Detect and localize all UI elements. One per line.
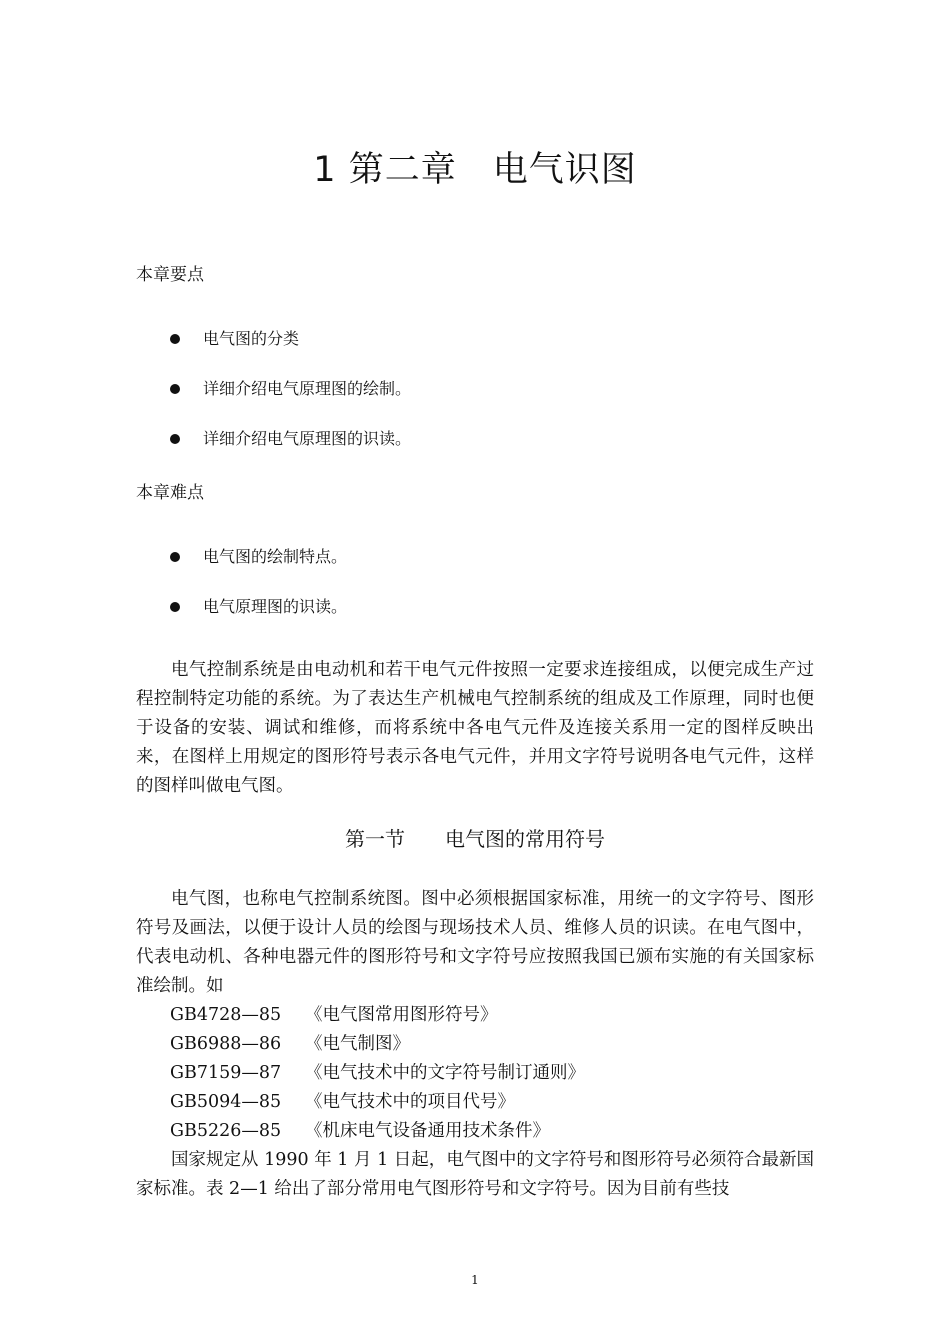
key-point-item (170, 327, 299, 351)
standard-row (170, 1030, 410, 1059)
standard-title: 《电气图常用图形符号》 (305, 1005, 498, 1025)
bullet-dot-icon (170, 602, 180, 612)
key-point-text: 详细介绍电气原理图的识读。 (203, 429, 412, 448)
bullet-dot-icon (170, 334, 180, 344)
key-point-item (170, 377, 411, 401)
key-point-text: 详细介绍电气原理图的绘制。 (203, 379, 412, 398)
standard-title: 《电气技术中的项目代号》 (305, 1092, 515, 1112)
standard-row (170, 1059, 585, 1088)
section-title: 第一节 电气图的常用符号 (345, 827, 605, 851)
standard-code: GB7159—87 (170, 1063, 282, 1083)
bullet-dot-icon (170, 384, 180, 394)
difficult-point-text: 电气原理图的识读。 (203, 597, 348, 616)
standard-title: 《机床电气设备通用技术条件》 (305, 1121, 550, 1141)
intro-paragraph: 电气控制系统是由电动机和若干电气元件按照一定要求连接组成，以便完成生产过程控制特定功能的系统。为了表达生产机械电气控制系统的组成及工作原理，同时也便于设备的安装、调试和维修，而将系统中各电气元件及连接关系用一定的图样反映出来，在图样上用规定的图形符号表示各电气元件，并用文字符号说明各电气元件，这样的图样叫做电气图。 (136, 660, 814, 796)
standard-code: GB5094—85 (170, 1092, 282, 1112)
standard-title: 《电气技术中的文字符号制订通则》 (305, 1063, 585, 1083)
standard-code: GB5226—85 (170, 1121, 282, 1141)
difficult-points-heading: 本章难点 (136, 483, 204, 503)
difficult-point-item (170, 595, 347, 619)
bullet-dot-icon (170, 434, 180, 444)
page-number: 1 (471, 1273, 479, 1287)
section-paragraph: 电气图，也称电气控制系统图。图中必须根据国家标准，用统一的文字符号、图形符号及画法，以便于设计人员的绘图与现场技术人员、维修人员的识读。在电气图中，代表电动机、各种电器元件的图形符号和文字符号应按照我国已颁布实施的有关国家标准绘制。如 (136, 889, 814, 996)
standard-code: GB4728—85 (170, 1005, 282, 1025)
key-points-heading: 本章要点 (136, 265, 204, 285)
difficult-point-text: 电气图的绘制特点。 (203, 547, 348, 566)
chapter-title: 1 第二章 电气识图 (313, 150, 637, 190)
bullet-dot-icon (170, 552, 180, 562)
standard-code: GB6988—86 (170, 1034, 282, 1054)
standard-row (170, 1001, 498, 1030)
standard-row (170, 1117, 550, 1146)
difficult-point-item (170, 545, 347, 569)
standard-title: 《电气制图》 (305, 1034, 410, 1054)
key-point-text: 电气图的分类 (203, 329, 300, 348)
closing-paragraph: 国家规定从 1990 年 1 月 1 日起，电气图中的文字符号和图形符号必须符合最新国家标准。表 2—1 给出了部分常用电气图形符号和文字符号。因为目前有些技 (136, 1150, 814, 1199)
key-point-item (170, 427, 411, 451)
standard-row (170, 1088, 515, 1117)
